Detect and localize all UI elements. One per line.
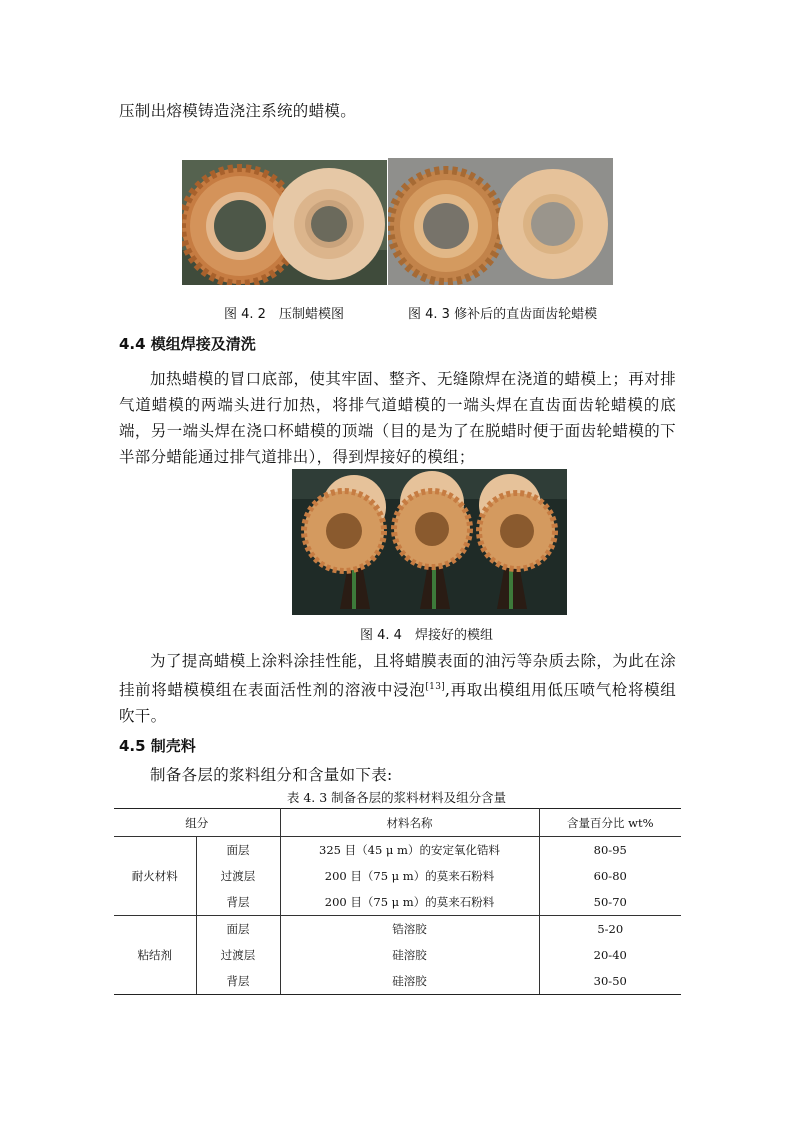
material-cell: 硅溶胶 xyxy=(280,968,539,995)
figure-4-2-photo xyxy=(182,160,387,285)
header-material-name: 材料名称 xyxy=(280,809,539,837)
paragraph-2-text-a: 为了提高蜡模上涂料涂挂性能，且将蜡膜表面的油污等杂质去除，为此在涂挂前将蜡模模组在表面活性剂的溶液中浸泡 xyxy=(119,652,676,700)
materials-table xyxy=(114,808,681,995)
content-cell: 50-70 xyxy=(593,895,627,909)
content-cell: 5-20 xyxy=(539,916,681,943)
paragraph-2-text-b: ,再取出模组用低压喷气枪将模组吹干。 xyxy=(119,681,677,726)
figure-4-3-photo xyxy=(388,158,613,285)
table-row xyxy=(114,916,681,943)
layer-cell: 面层 xyxy=(196,837,280,864)
material-cell: 325 目（45 μ m）的安定氧化锆料 xyxy=(280,837,539,864)
section-4-5-intro: 制备各层的浆料组分和含量如下表: xyxy=(150,766,393,784)
table-row xyxy=(114,942,681,968)
layer-cell: 背层 xyxy=(196,968,280,995)
group-name-binder: 粘结剂 xyxy=(114,916,196,995)
figure-4-3-caption: 图 4. 3 修补后的直齿面齿轮蜡模 xyxy=(408,307,598,322)
table-row xyxy=(114,889,681,916)
header-component: 组分 xyxy=(114,809,280,837)
layer-cell: 过渡层 xyxy=(196,863,280,889)
layer-cell: 面层 xyxy=(196,916,280,943)
figure-4-4-caption: 图 4. 4 焊接好的模组 xyxy=(360,628,493,643)
layer-cell: 背层 xyxy=(196,889,280,916)
content-cell: 60-80 xyxy=(593,869,627,883)
table-caption: 表 4. 3 制备各层的浆料材料及组分含量 xyxy=(286,790,507,805)
table-header-row xyxy=(114,809,681,837)
group-name-refractory: 耐火材料 xyxy=(114,837,196,916)
content-cell: 30-50 xyxy=(539,968,681,995)
content-cell: 20-40 xyxy=(593,948,627,962)
content-cell: 80-95 xyxy=(593,843,627,857)
material-cell: 200 目（75 μ m）的莫来石粉料 xyxy=(280,863,539,889)
citation-ref: [13] xyxy=(425,682,446,692)
figure-4-4-photo xyxy=(292,469,567,615)
header-content-percent: 含量百分比 wt% xyxy=(539,809,681,837)
table-row xyxy=(114,968,681,995)
layer-cell: 过渡层 xyxy=(196,942,280,968)
section-4-4-heading: 4.4 模组焊接及清洗 xyxy=(119,335,256,353)
figure-4-2-caption: 图 4. 2 压制蜡模图 xyxy=(224,307,344,322)
table-row xyxy=(114,863,681,889)
section-4-5-heading: 4.5 制壳料 xyxy=(119,737,196,755)
intro-line: 压制出熔模铸造浇注系统的蜡模。 xyxy=(119,102,357,120)
material-cell: 200 目（75 μ m）的莫来石粉料 xyxy=(280,889,539,916)
table-row xyxy=(114,837,681,864)
material-cell: 锆溶胶 xyxy=(280,916,539,943)
material-cell: 硅溶胶 xyxy=(280,942,539,968)
section-4-4-paragraph-2 xyxy=(119,648,676,729)
section-4-4-paragraph-1: 加热蜡模的冒口底部，使其牢固、整齐、无缝隙焊在浇道的蜡模上；再对排气道蜡模的两端头进行加热，将排气道蜡模的一端头焊在直齿面齿轮蜡模的底端，另一端头焊在浇口杯蜡模的顶端（目的是为了在脱蜡时便于面齿轮蜡模的下半部分蜡能通过排气道排出），得到焊接好的模组； xyxy=(119,370,676,466)
